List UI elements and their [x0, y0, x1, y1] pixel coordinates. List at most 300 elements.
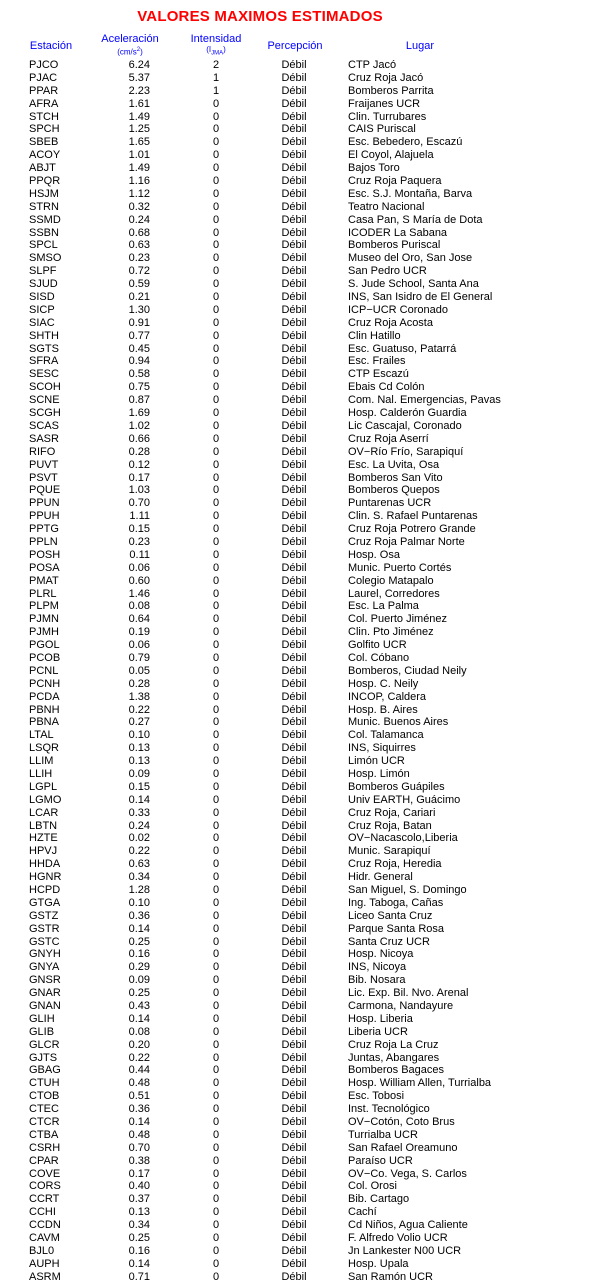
table-row	[0, 588, 590, 601]
intensity-value: 0	[212, 548, 220, 561]
acceleration-value: 0.14	[128, 1116, 150, 1129]
perception-value: Débil	[281, 1257, 307, 1270]
station-code: SPCL	[29, 239, 58, 252]
table-row	[0, 652, 590, 665]
table-row	[0, 291, 590, 304]
acceleration-value: 0.14	[128, 922, 150, 935]
station-code: SPCH	[29, 123, 60, 136]
table-row	[0, 742, 590, 755]
perception-value: Débil	[281, 265, 307, 278]
intensity-value: 0	[212, 600, 220, 613]
location-name: Munic. Puerto Cortés	[348, 561, 452, 574]
intensity-value: 0	[212, 858, 220, 871]
table-row	[0, 446, 590, 459]
intensity-value: 0	[212, 587, 220, 600]
perception-value: Débil	[281, 948, 307, 961]
intensity-value: 0	[212, 484, 220, 497]
perception-value: Débil	[281, 626, 307, 639]
intensity-value: 0	[212, 329, 220, 342]
table-row	[0, 639, 590, 652]
station-code: GSTC	[29, 935, 60, 948]
intensity-value: 0	[212, 755, 220, 768]
table-row	[0, 884, 590, 897]
perception-value: Débil	[281, 187, 307, 200]
perception-value: Débil	[281, 935, 307, 948]
station-code: HHDA	[29, 858, 61, 871]
perception-value: Débil	[281, 394, 307, 407]
station-table	[0, 59, 590, 1284]
acceleration-value: 0.02	[128, 832, 150, 845]
location-name: Bib. Cartago	[348, 1193, 410, 1206]
acceleration-value: 0.63	[128, 858, 150, 871]
intensity-value: 0	[212, 1064, 220, 1077]
intensity-value: 0	[212, 974, 220, 987]
location-name: Cruz Roja Palmar Norte	[348, 535, 465, 548]
intensity-value: 0	[212, 1232, 220, 1245]
table-row	[0, 252, 590, 265]
acceleration-value: 0.15	[128, 523, 150, 536]
intensity-value: 0	[212, 884, 220, 896]
acceleration-value: 0.11	[129, 548, 150, 561]
location-name: Cruz Roja Paquera	[348, 175, 442, 188]
perception-value: Débil	[281, 871, 307, 884]
acceleration-value: 0.22	[128, 845, 150, 858]
table-row	[0, 1206, 590, 1219]
acceleration-value: 0.77	[128, 329, 150, 342]
station-code: HZTE	[29, 832, 58, 845]
table-row	[0, 1039, 590, 1052]
acceleration-value: 0.23	[128, 535, 150, 548]
perception-value: Débil	[281, 97, 307, 110]
intensity-value: 0	[212, 1167, 220, 1180]
perception-value: Débil	[281, 291, 307, 304]
intensity-value: 0	[212, 368, 220, 381]
table-row	[0, 910, 590, 923]
location-name: Bomberos Parrita	[348, 84, 434, 97]
table-row	[0, 832, 590, 845]
location-name: Liberia UCR	[348, 1025, 408, 1038]
perception-value: Débil	[281, 742, 307, 755]
station-code: COVE	[29, 1167, 61, 1180]
header-intensidad	[180, 33, 252, 59]
header-aceleracion-label: Aceleración	[101, 33, 159, 45]
acceleration-value: 0.14	[128, 1257, 150, 1270]
perception-value: Débil	[281, 1219, 307, 1232]
station-code: PJCO	[29, 59, 59, 71]
station-code: LCAR	[29, 806, 59, 819]
table-row	[0, 394, 590, 407]
station-code: PUVT	[29, 458, 59, 471]
table-row	[0, 317, 590, 330]
intensity-value: 0	[212, 291, 220, 304]
intensity-value: 0	[212, 303, 220, 316]
station-code: GJTS	[29, 1051, 58, 1064]
station-code: ASRM	[29, 1270, 61, 1283]
table-row	[0, 1142, 590, 1155]
perception-value: Débil	[281, 342, 307, 355]
perception-value: Débil	[281, 497, 307, 510]
station-code: SBEB	[29, 136, 59, 149]
station-code: PBNH	[29, 703, 60, 716]
location-name: CTP Escazú	[348, 368, 409, 381]
perception-value: Débil	[281, 175, 307, 188]
table-row	[0, 472, 590, 485]
intensity-value: 0	[212, 1141, 220, 1154]
location-name: INS, Siquirres	[348, 742, 416, 755]
location-name: Col. Talamanca	[348, 729, 424, 742]
station-code: HSJM	[29, 187, 59, 200]
acceleration-value: 0.32	[128, 200, 150, 213]
acceleration-value: 0.87	[128, 394, 150, 407]
perception-value: Débil	[281, 1090, 307, 1103]
perception-value: Débil	[281, 1141, 307, 1154]
intensity-value: 0	[212, 626, 220, 639]
location-name: Colegio Matapalo	[348, 574, 434, 587]
perception-value: Débil	[281, 1025, 307, 1038]
table-row	[0, 936, 590, 949]
location-name: Univ EARTH, Guácimo	[348, 793, 461, 806]
location-name: Ebais Cd Colón	[348, 381, 425, 394]
table-row	[0, 549, 590, 562]
perception-value: Débil	[281, 664, 307, 677]
intensity-value: 0	[212, 123, 220, 136]
intensity-value: 0	[212, 935, 220, 948]
acceleration-value: 0.15	[128, 780, 150, 793]
table-row	[0, 355, 590, 368]
location-name: Bomberos, Ciudad Neily	[348, 664, 467, 677]
perception-value: Débil	[281, 523, 307, 536]
acceleration-value: 1.02	[128, 419, 150, 432]
acceleration-value: 1.38	[128, 690, 150, 703]
intensity-value: 0	[212, 200, 220, 213]
perception-value: Débil	[281, 226, 307, 239]
intensity-value: 0	[212, 716, 220, 729]
location-name: Laurel, Corredores	[348, 587, 440, 600]
location-name: Clin Hatillo	[348, 329, 401, 342]
intensity-value: 0	[212, 1180, 220, 1193]
table-row	[0, 433, 590, 446]
intensity-value: 0	[212, 407, 220, 420]
table-row	[0, 704, 590, 717]
station-code: SGTS	[29, 342, 59, 355]
station-code: GNAN	[29, 1000, 61, 1013]
intensity-value: 0	[212, 110, 220, 123]
perception-value: Débil	[281, 819, 307, 832]
location-name: Paraíso UCR	[348, 1154, 413, 1167]
table-row	[0, 716, 590, 729]
table-row	[0, 678, 590, 691]
station-code: CCDN	[29, 1219, 61, 1232]
acceleration-value: 0.79	[128, 651, 150, 664]
acceleration-value: 0.71	[128, 1270, 150, 1283]
perception-value: Débil	[281, 896, 307, 909]
table-row	[0, 871, 590, 884]
table-row	[0, 820, 590, 833]
station-code: LSQR	[29, 742, 59, 755]
location-name: Bomberos San Vito	[348, 471, 443, 484]
station-code: HCPD	[29, 884, 61, 896]
acceleration-value: 0.12	[128, 458, 150, 471]
table-row	[0, 123, 590, 136]
intensity-value: 0	[212, 845, 220, 858]
acceleration-value: 0.25	[128, 1232, 150, 1245]
perception-value: Débil	[281, 561, 307, 574]
location-name: Liceo Santa Cruz	[348, 909, 433, 922]
acceleration-value: 1.69	[128, 407, 150, 420]
location-name: Museo del Oro, San Jose	[348, 252, 473, 265]
perception-value: Débil	[281, 1128, 307, 1141]
location-name: OV−Cotón, Coto Brus	[348, 1116, 455, 1129]
table-row	[0, 459, 590, 472]
table-row	[0, 987, 590, 1000]
location-name: ICP−UCR Coronado	[348, 303, 448, 316]
table-row	[0, 162, 590, 175]
station-code: CCHI	[29, 1206, 56, 1219]
location-name: Cachí	[348, 1206, 377, 1219]
station-code: PJAC	[29, 71, 58, 84]
table-row	[0, 239, 590, 252]
perception-value: Débil	[281, 716, 307, 729]
acceleration-value: 1.30	[128, 303, 150, 316]
acceleration-value: 0.24	[128, 819, 150, 832]
table-row	[0, 330, 590, 343]
table-row	[0, 265, 590, 278]
station-code: AFRA	[29, 97, 59, 110]
station-code: LGPL	[29, 780, 58, 793]
station-code: SMSO	[29, 252, 62, 265]
location-name: Bomberos Guápiles	[348, 780, 445, 793]
table-row	[0, 1155, 590, 1168]
location-name: El Coyol, Alajuela	[348, 149, 434, 162]
unit-pre: (cm/s	[117, 47, 137, 57]
acceleration-value: 0.72	[128, 265, 150, 278]
acceleration-value: 0.05	[128, 664, 150, 677]
acceleration-value: 0.28	[128, 445, 150, 458]
acceleration-value: 0.70	[128, 497, 150, 510]
table-row	[0, 1258, 590, 1271]
acceleration-value: 0.13	[128, 1206, 150, 1219]
perception-value: Débil	[281, 381, 307, 394]
intensity-value: 0	[212, 896, 220, 909]
location-name: INS, San Isidro de El General	[348, 291, 493, 304]
location-name: Limón UCR	[348, 755, 405, 768]
station-code: PCNL	[29, 664, 59, 677]
perception-value: Débil	[281, 432, 307, 445]
intensity-value: 0	[212, 136, 220, 149]
table-row	[0, 136, 590, 149]
acceleration-value: 0.75	[128, 381, 150, 394]
table-row	[0, 1013, 590, 1026]
location-name: Cruz Roja La Cruz	[348, 1038, 439, 1051]
intensity-value: 0	[212, 948, 220, 961]
table-row	[0, 974, 590, 987]
intensity-value: 0	[212, 871, 220, 884]
perception-value: Débil	[281, 587, 307, 600]
table-row	[0, 1000, 590, 1013]
station-code: SJUD	[29, 278, 58, 291]
acceleration-value: 0.22	[128, 1051, 150, 1064]
acceleration-value: 0.36	[128, 909, 150, 922]
intensity-value: 1	[212, 71, 220, 84]
acceleration-value: 1.16	[128, 175, 150, 188]
acceleration-value: 0.27	[128, 716, 150, 729]
location-name: Hidr. General	[348, 871, 413, 884]
table-row	[0, 149, 590, 162]
location-name: Hosp. William Allen, Turrialba	[348, 1077, 492, 1090]
station-code: POSA	[29, 561, 60, 574]
perception-value: Débil	[281, 1103, 307, 1116]
location-name: OV−Río Frío, Sarapiquí	[348, 445, 464, 458]
acceleration-value: 1.25	[128, 123, 150, 136]
acceleration-value: 0.34	[128, 871, 150, 884]
perception-value: Débil	[281, 961, 307, 974]
intensity-value: 0	[212, 149, 220, 162]
table-row	[0, 1103, 590, 1116]
acceleration-value: 0.45	[128, 342, 150, 355]
intensity-value: 0	[212, 1103, 220, 1116]
station-code: SESC	[29, 368, 59, 381]
location-name: Bomberos Bagaces	[348, 1064, 444, 1077]
location-name: Ing. Taboga, Cañas	[348, 896, 444, 909]
acceleration-value: 0.08	[128, 600, 150, 613]
acceleration-value: 0.16	[128, 1244, 150, 1257]
acceleration-value: 0.70	[128, 1141, 150, 1154]
station-code: LLIM	[29, 755, 54, 768]
header-estacion: Estación	[29, 40, 73, 52]
perception-value: Débil	[281, 845, 307, 858]
location-name: INS, Nicoya	[348, 961, 407, 974]
station-code: LTAL	[29, 729, 54, 742]
location-name: Turrialba UCR	[348, 1128, 418, 1141]
station-code: PQUE	[29, 484, 61, 497]
table-row	[0, 1026, 590, 1039]
table-row	[0, 858, 590, 871]
perception-value: Débil	[281, 1270, 307, 1283]
intensity-value: 0	[212, 793, 220, 806]
location-name: Bajos Toro	[348, 162, 400, 175]
location-name: Com. Nal. Emergencias, Pavas	[348, 394, 501, 407]
table-row	[0, 98, 590, 111]
location-name: Col. Puerto Jiménez	[348, 613, 448, 626]
acceleration-value: 0.08	[128, 1025, 150, 1038]
station-code: SFRA	[29, 355, 59, 368]
intensity-value: 0	[212, 278, 220, 291]
table-row	[0, 1077, 590, 1090]
intensity-value: 0	[212, 561, 220, 574]
acceleration-value: 0.25	[128, 987, 150, 1000]
location-name: Esc. Guatuso, Patarrá	[348, 342, 457, 355]
acceleration-value: 0.20	[128, 1038, 150, 1051]
station-code: ABJT	[29, 162, 56, 175]
table-row	[0, 420, 590, 433]
perception-value: Débil	[281, 471, 307, 484]
perception-value: Débil	[281, 677, 307, 690]
acceleration-value: 0.94	[128, 355, 150, 368]
table-row	[0, 1245, 590, 1258]
station-code: GNYA	[29, 961, 60, 974]
perception-value: Débil	[281, 1154, 307, 1167]
station-code: SHTH	[29, 329, 59, 342]
intensity-value: 0	[212, 613, 220, 626]
intensity-value: 0	[212, 265, 220, 278]
location-name: San Pedro UCR	[348, 265, 427, 278]
perception-value: Débil	[281, 316, 307, 329]
table-row	[0, 510, 590, 523]
perception-value: Débil	[281, 136, 307, 149]
perception-value: Débil	[281, 355, 307, 368]
acceleration-value: 0.16	[128, 948, 150, 961]
acceleration-value: 0.25	[128, 935, 150, 948]
location-name: San Rafael Oreamuno	[348, 1141, 458, 1154]
perception-value: Débil	[281, 1232, 307, 1245]
intensity-value: 0	[212, 213, 220, 226]
perception-value: Débil	[281, 767, 307, 780]
acceleration-value: 1.12	[128, 187, 150, 200]
acceleration-value: 0.28	[128, 677, 150, 690]
intensity-value: 0	[212, 1000, 220, 1013]
perception-value: Débil	[281, 690, 307, 703]
table-row	[0, 1052, 590, 1065]
intensity-value: 0	[212, 1116, 220, 1129]
table-row	[0, 111, 590, 124]
acceleration-value: 0.38	[128, 1154, 150, 1167]
intensity-value: 0	[212, 819, 220, 832]
intensity-value: 0	[212, 187, 220, 200]
perception-value: Débil	[281, 884, 307, 896]
station-code: CTOB	[29, 1090, 60, 1103]
table-row	[0, 201, 590, 214]
station-code: CSRH	[29, 1141, 61, 1154]
location-name: Hosp. Upala	[348, 1257, 409, 1270]
perception-value: Débil	[281, 1206, 307, 1219]
location-name: OV−Nacascolo,Liberia	[348, 832, 458, 845]
station-code: CPAR	[29, 1154, 59, 1167]
table-row	[0, 562, 590, 575]
station-code: POSH	[29, 548, 61, 561]
station-code: AUPH	[29, 1257, 60, 1270]
unit-pre: (I	[206, 45, 212, 54]
acceleration-value: 0.40	[128, 1180, 150, 1193]
station-code: RIFO	[29, 445, 56, 458]
perception-value: Débil	[281, 329, 307, 342]
station-code: PPLN	[29, 535, 58, 548]
station-code: SSMD	[29, 213, 61, 226]
perception-value: Débil	[281, 407, 307, 420]
acceleration-value: 0.60	[128, 574, 150, 587]
perception-value: Débil	[281, 548, 307, 561]
station-code: GBAG	[29, 1064, 61, 1077]
acceleration-value: 1.01	[128, 149, 150, 162]
location-name: Clin. Turrubares	[348, 110, 427, 123]
acceleration-value: 0.29	[128, 961, 150, 974]
intensity-value: 0	[212, 226, 220, 239]
location-name: Jn Lankester N00 UCR	[348, 1244, 462, 1257]
intensity-value: 0	[212, 419, 220, 432]
acceleration-value: 0.64	[128, 613, 150, 626]
perception-value: Débil	[281, 239, 307, 252]
acceleration-value: 1.46	[128, 587, 150, 600]
intensity-value: 0	[212, 1038, 220, 1051]
location-name: San Ramón UCR	[348, 1270, 433, 1283]
acceleration-value: 0.43	[128, 1000, 150, 1013]
intensity-value: 0	[212, 1051, 220, 1064]
perception-value: Débil	[281, 793, 307, 806]
table-row	[0, 626, 590, 639]
location-name: Hosp. Osa	[348, 548, 400, 561]
perception-value: Débil	[281, 1064, 307, 1077]
unit-post: )	[140, 47, 143, 57]
perception-value: Débil	[281, 213, 307, 226]
